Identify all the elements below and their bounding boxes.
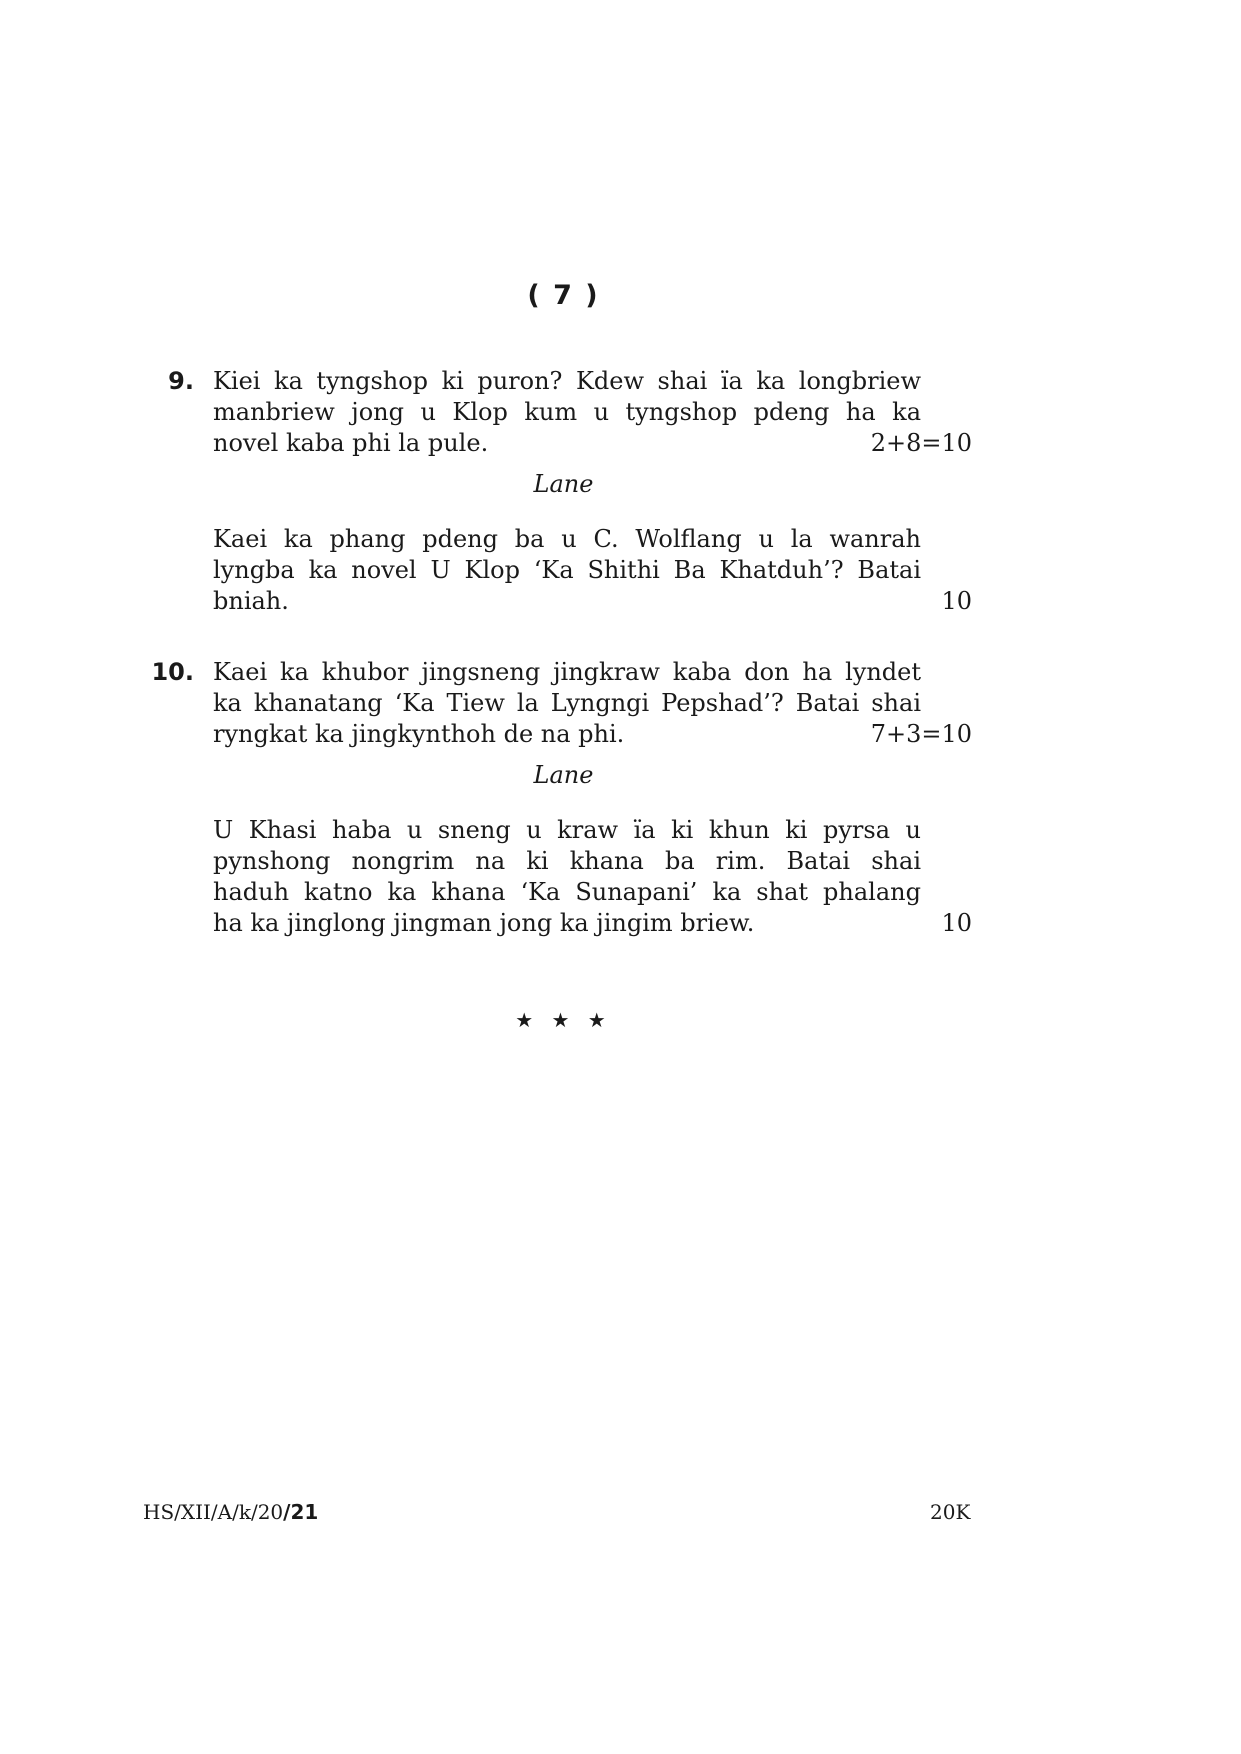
question-10-alternative-text (213, 815, 921, 939)
question-number: 10. (151, 658, 194, 686)
marks-label: 10 (941, 909, 972, 937)
text-line: bniah. (213, 587, 289, 615)
text-line: Kiei ka tyngshop ki puron? Kdew shai ïa ka longbriew (213, 367, 921, 395)
text-line: ha ka jinglong jingman jong ka jingim briew. (213, 909, 755, 937)
page-number: ( 7 ) (527, 280, 600, 311)
paper-code-suffix: /21 (283, 1500, 319, 1524)
text-line: ka khanatang ‘Ka Tiew la Lyngngi Pepshad’? Batai shai (213, 689, 921, 717)
text-line: U Khasi haba u sneng u kraw ïa ki khun ki pyrsa u (213, 816, 921, 844)
text-line: manbriew jong u Klop kum u tyngshop pdeng ha ka (213, 398, 921, 426)
text-line: novel kaba phi la pule. (213, 429, 489, 457)
text-line: Kaei ka khubor jingsneng jingkraw kaba don ha lyndet (213, 658, 921, 686)
marks-label: 7+3=10 (870, 720, 972, 748)
text-line: Kaei ka phang pdeng ba u C. Wolflang u la wanrah (213, 525, 921, 553)
question-10-text (213, 657, 921, 750)
print-quantity: 20K (930, 1500, 971, 1524)
marks-label: 10 (941, 587, 972, 615)
question-9-text (213, 366, 921, 459)
marks-label: 2+8=10 (870, 429, 972, 457)
text-line: pynshong nongrim na ki khana ba rim. Batai shai (213, 847, 921, 875)
text-line: ryngkat ka jingkynthoh de na phi. (213, 720, 625, 748)
end-of-paper-stars: ★ ★ ★ (515, 1008, 612, 1032)
paper-code (143, 1500, 318, 1524)
question-9-alternative-text (213, 524, 921, 617)
paper-code-prefix: HS/XII/A/k/20 (143, 1500, 284, 1524)
question-number: 9. (168, 367, 194, 395)
or-label: Lane (533, 761, 594, 789)
text-line: lyngba ka novel U Klop ‘Ka Shithi Ba Khatduh’? Batai (213, 556, 921, 584)
text-line: haduh katno ka khana ‘Ka Sunapani’ ka shat phalang (213, 878, 921, 906)
or-label: Lane (533, 470, 594, 498)
